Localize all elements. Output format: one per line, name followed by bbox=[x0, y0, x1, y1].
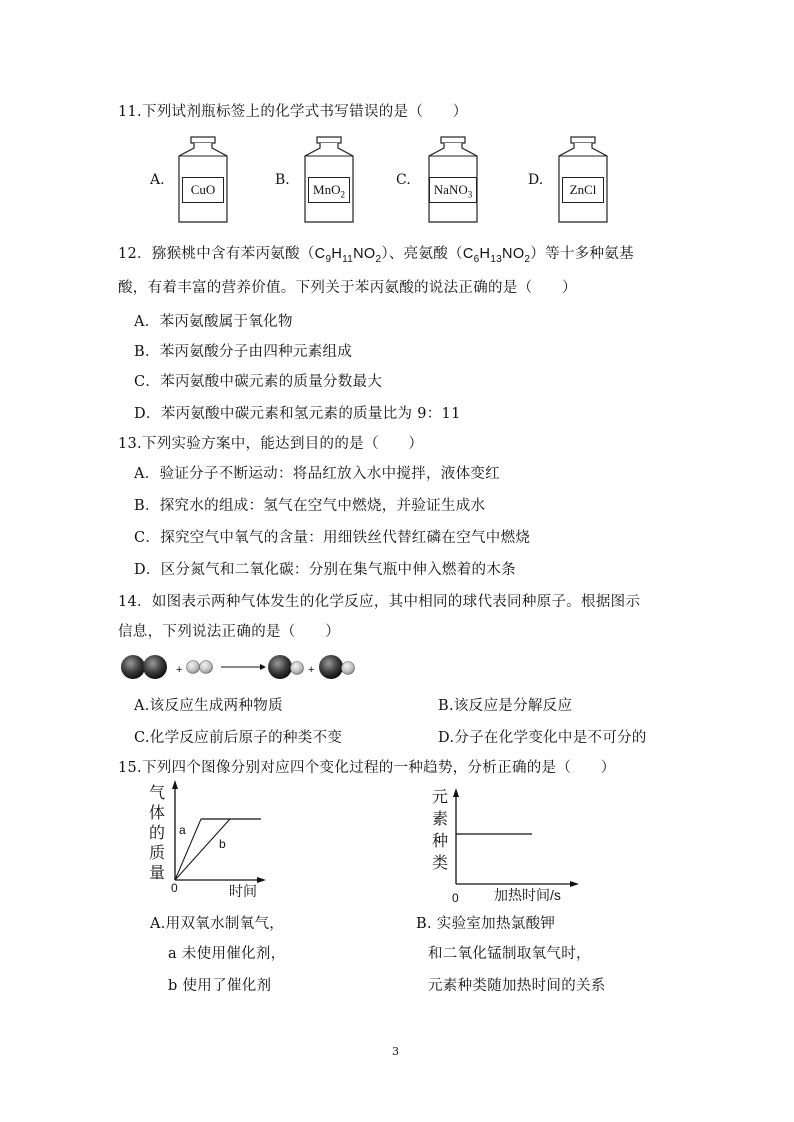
graph-a-ylabel-char: 量 bbox=[149, 865, 166, 882]
q14-stem-line2: 信息，下列说法正确的是（ ） bbox=[118, 624, 340, 640]
q11-option-b-letter: B. bbox=[275, 172, 290, 188]
q11-bottle-b bbox=[302, 136, 356, 228]
graph-a bbox=[145, 776, 275, 900]
q14-option-b: B.该反应是分解反应 bbox=[438, 698, 573, 714]
graph-b-ylabel-char: 素 bbox=[432, 811, 449, 828]
plus-sign: + bbox=[308, 664, 315, 676]
q15-caption-b-line1: B. 实验室加热氯酸钾 bbox=[416, 916, 556, 932]
q14-option-a: A.该反应生成两种物质 bbox=[134, 698, 283, 714]
q13-option-b: B．探究水的组成：氢气在空气中燃烧，并验证生成水 bbox=[134, 498, 486, 514]
q14-option-c: C.化学反应前后原子的种类不变 bbox=[134, 730, 343, 746]
q11-label-d: ZnCl bbox=[562, 177, 604, 203]
q11-option-c-letter: C. bbox=[396, 172, 411, 188]
q13-option-d: D．区分氮气和二氧化碳：分别在集气瓶中伸入燃着的木条 bbox=[134, 562, 516, 578]
graph-a-series-a-label: a bbox=[179, 823, 186, 837]
graph-a-y-arrow-icon bbox=[172, 780, 178, 789]
graph-a-ylabel-char: 体 bbox=[149, 805, 166, 822]
formula-phenylalanine: $C_9H_{11}NO_2$ bbox=[314, 246, 382, 265]
q15-caption-b-line3: 元素种类随加热时间的关系 bbox=[428, 978, 606, 994]
q11-bottle-a bbox=[176, 136, 230, 228]
q12-option-c: C．苯丙氨酸中碳元素的质量分数最大 bbox=[134, 374, 383, 390]
graph-b-y-arrow-icon bbox=[453, 788, 459, 797]
q15-caption-a-line1: A.用双氧水制氧气， bbox=[150, 916, 285, 932]
reaction-diagram bbox=[118, 652, 368, 682]
q11-label-a: CuO bbox=[182, 177, 224, 203]
graph-a-xlabel: 时间 bbox=[229, 883, 257, 899]
q13-option-a: A．验证分子不断运动：将品红放入水中搅拌，液体变红 bbox=[134, 466, 500, 482]
plus-sign: + bbox=[176, 664, 183, 676]
q15-caption-a-line2: a 未使用催化剂， bbox=[168, 946, 286, 962]
q12-stem-line1: 12．猕猴桃中含有苯丙氨酸$(C_9H_{11}NO_2)$、亮氨酸$(C_6H_{13}NO_2)$等十多种氨基 bbox=[118, 246, 634, 265]
reactant-big-molecule bbox=[121, 655, 167, 679]
q12-option-b: B．苯丙氨酸分子由四种元素组成 bbox=[134, 344, 353, 360]
q15-stem: 15.下列四个图像分别对应四个变化过程的一种趋势，分析正确的是（ ） bbox=[118, 760, 616, 776]
graph-a-series-b-label: b bbox=[219, 837, 226, 851]
graph-b-x-arrow-icon bbox=[570, 881, 579, 887]
graph-b-ylabel-char: 元 bbox=[432, 789, 449, 806]
graph-a-ylabel-char: 气 bbox=[149, 785, 166, 802]
formula-leucine: $C_6H_{13}NO_2$ bbox=[462, 246, 531, 265]
reaction-arrow-icon bbox=[221, 664, 266, 670]
graph-b-ylabel-char: 种 bbox=[432, 833, 449, 850]
graph-a-x-arrow-icon bbox=[257, 877, 266, 883]
q12-option-d: D．苯丙氨酸中碳元素和氢元素的质量比为 9：11 bbox=[134, 406, 461, 422]
graph-b bbox=[430, 784, 590, 910]
q14-stem-line1: 14．如图表示两种气体发生的化学反应，其中相同的球代表同种原子。根据图示 bbox=[118, 594, 641, 610]
graph-a-origin: 0 bbox=[171, 881, 178, 895]
product-molecule-1 bbox=[268, 655, 304, 679]
q11-bottle-c bbox=[426, 136, 480, 228]
q11-bottle-d bbox=[556, 136, 610, 228]
reactant-small-molecule bbox=[187, 661, 213, 674]
q12-option-a: A．苯丙氨酸属于氧化物 bbox=[134, 314, 293, 330]
q11-label-c: NaNO$_3$ bbox=[429, 177, 477, 203]
q14-option-d: D.分子在化学变化中是不可分的 bbox=[438, 730, 647, 746]
q13-option-c: C．探究空气中氧气的含量：用细铁丝代替红磷在空气中燃烧 bbox=[134, 530, 531, 546]
graph-a-ylabel-char: 质 bbox=[149, 845, 166, 862]
graph-b-ylabel-char: 类 bbox=[432, 855, 449, 872]
graph-b-xlabel: 加热时间/s bbox=[494, 887, 561, 903]
q13-stem: 13.下列实验方案中，能达到目的的是（ ） bbox=[118, 436, 424, 452]
q15-caption-a-line3: b 使用了催化剂 bbox=[168, 978, 272, 994]
q11-label-b: MnO$_2$ bbox=[308, 177, 350, 203]
graph-b-origin: 0 bbox=[452, 891, 459, 905]
q11-option-a-letter: A. bbox=[150, 172, 165, 188]
graph-a-ylabel-char: 的 bbox=[149, 825, 166, 842]
q11-stem: 11.下列试剂瓶标签上的化学式书写错误的是（ ） bbox=[118, 104, 468, 120]
product-molecule-2 bbox=[319, 655, 355, 679]
q15-caption-b-line2: 和二氧化锰制取氧气时， bbox=[428, 946, 591, 962]
page-number: 3 bbox=[392, 1045, 400, 1058]
q11-option-d-letter: D. bbox=[528, 172, 544, 188]
q12-stem-line2: 酸，有着丰富的营养价值。下列关于苯丙氨酸的说法正确的是（ ） bbox=[118, 280, 577, 296]
